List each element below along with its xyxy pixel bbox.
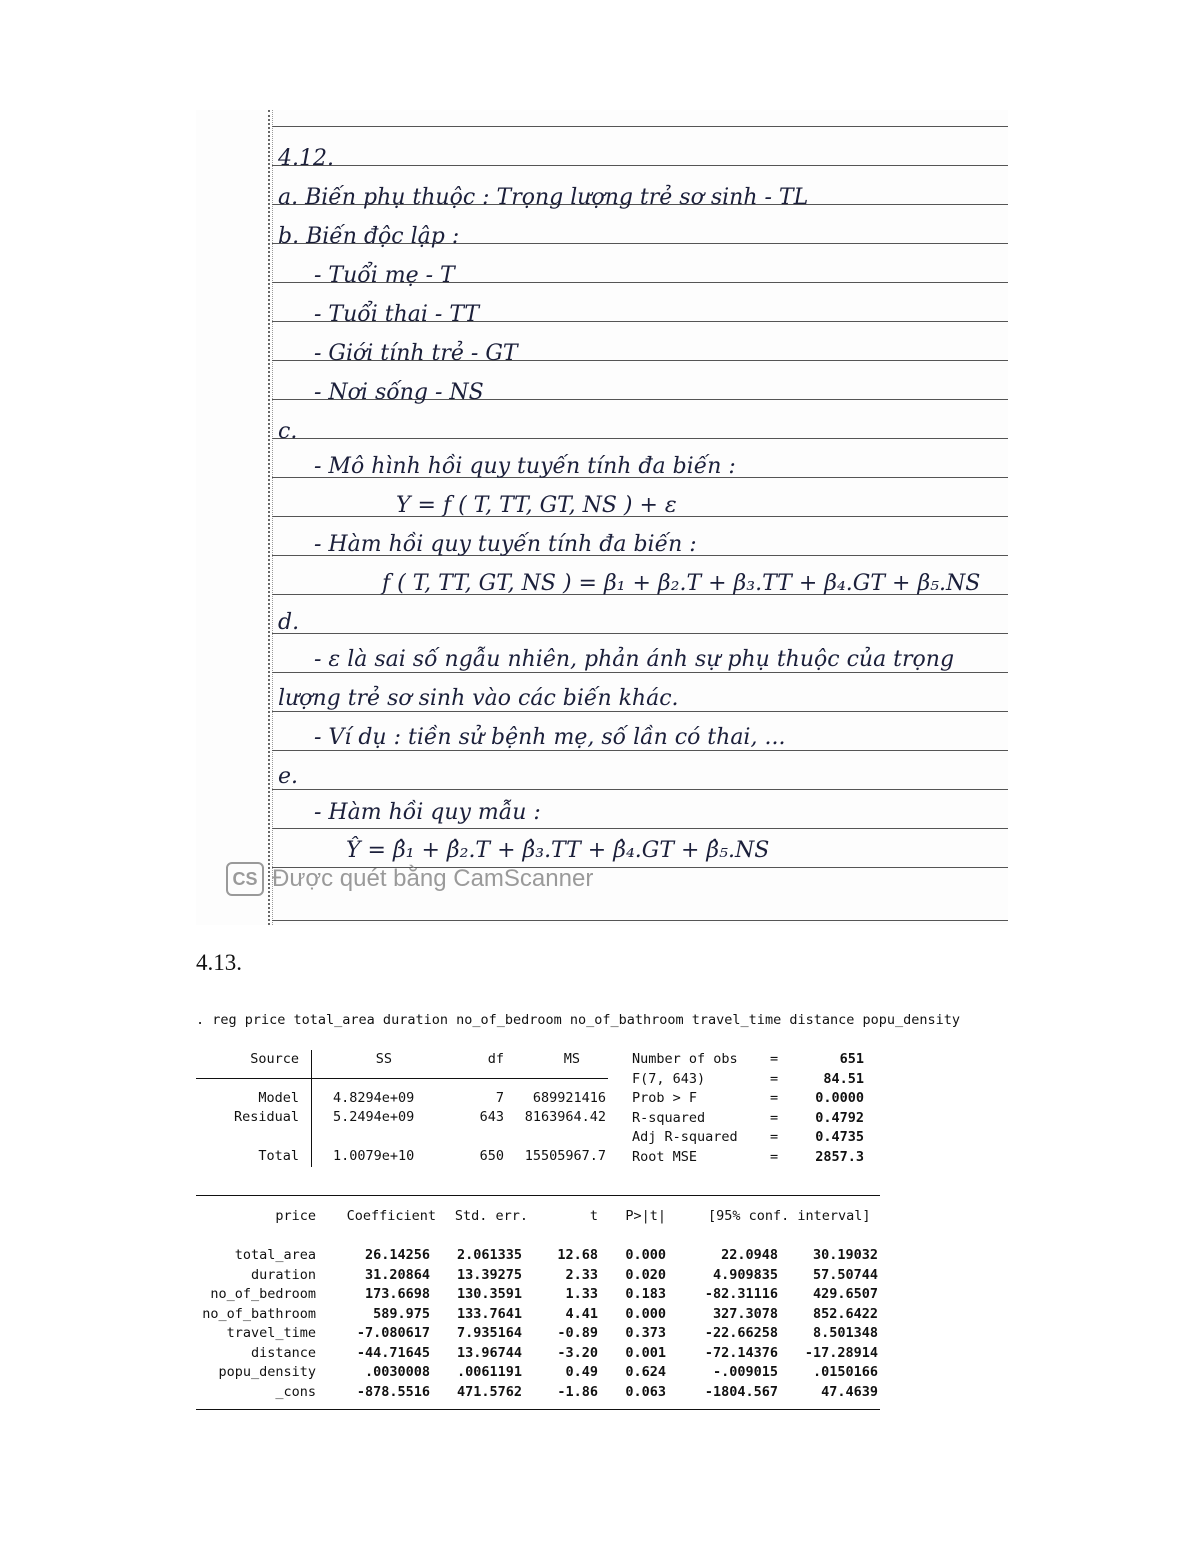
stat-label: R-squared (632, 1109, 706, 1126)
row-source: Model (258, 1090, 299, 1106)
coef-ci-high: 57.50744 (812, 1266, 878, 1283)
coef-ci-low: -22.66258 (704, 1325, 778, 1341)
coef-ci-low: -.009015 (712, 1364, 778, 1380)
stat-value: 2857.3 (815, 1148, 864, 1165)
coef-t: 0.49 (565, 1364, 598, 1380)
coef-p: 0.373 (625, 1325, 666, 1341)
stat-value: 0.0000 (815, 1090, 864, 1106)
coef-t: 2.33 (565, 1266, 598, 1283)
coef-var: distance (250, 1344, 316, 1361)
coef-ci-high: 8.501348 (812, 1325, 878, 1341)
coef-t: 1.33 (565, 1286, 598, 1302)
stat-eq: = (770, 1090, 779, 1106)
coef-t: 4.41 (565, 1305, 598, 1322)
hw-line: - Hàm hồi quy tuyến tính đa biến : (314, 532, 697, 557)
coef-var: no_of_bedroom (210, 1286, 316, 1302)
coef-ci-low: -1804.567 (704, 1383, 778, 1400)
coef-ci-high: -17.28914 (804, 1344, 878, 1361)
hw-line: 4.12. (278, 146, 334, 171)
coef-var: _cons (275, 1383, 316, 1400)
coef-top-rule (196, 1195, 880, 1196)
anova-vertical-rule (311, 1050, 312, 1167)
coef-ci-low: -72.14376 (704, 1344, 778, 1361)
hw-line: - Tuổi mẹ - T (314, 263, 455, 288)
stat-label: Adj R-squared (632, 1129, 738, 1145)
coef-var: duration (250, 1266, 316, 1283)
coef-se: .0061191 (456, 1364, 522, 1380)
coef-ci-high: 429.6507 (812, 1286, 878, 1302)
row-source: Residual (233, 1109, 299, 1125)
header-ms: MS (563, 1051, 580, 1067)
notebook-rule (272, 126, 1008, 127)
stat-eq: = (770, 1129, 779, 1145)
coef-ci-low: -82.31116 (704, 1286, 778, 1302)
coef-value: -44.71645 (356, 1344, 430, 1361)
row-source: Total (258, 1148, 299, 1164)
coef-value: 31.20864 (364, 1266, 430, 1283)
coef-ci-low: 4.909835 (712, 1266, 778, 1283)
row-df: 7 (495, 1090, 504, 1106)
coef-value: 26.14256 (364, 1247, 430, 1263)
hw-line: - Ví dụ : tiền sử bệnh mẹ, số lần có thai, ... (314, 725, 786, 750)
coef-value: -7.080617 (356, 1325, 430, 1341)
coef-se: 133.7641 (456, 1305, 522, 1322)
coef-se: 130.3591 (456, 1286, 522, 1302)
notebook-rule (272, 828, 1008, 829)
row-ss: 5.2494e+09 (333, 1109, 415, 1125)
coef-header-se: Std. err. (454, 1208, 528, 1224)
anova-header-rule (196, 1078, 608, 1079)
coef-ci-high: 30.19032 (812, 1247, 878, 1263)
coef-ci-high: 47.4639 (821, 1383, 878, 1400)
hw-line: - ε là sai số ngẫu nhiên, phản ánh sự phụ thuộc của trọng (314, 647, 955, 672)
coef-p: 0.183 (625, 1286, 666, 1302)
header-source: Source (250, 1051, 299, 1067)
coef-var: total_area (234, 1247, 316, 1263)
header-df: df (487, 1051, 504, 1067)
coef-var: no_of_bathroom (202, 1305, 316, 1322)
coef-ci-low: 327.3078 (712, 1305, 778, 1322)
coef-ci-high: 852.6422 (812, 1305, 878, 1322)
notebook-rule (272, 920, 1008, 921)
stat-label: Number of obs (632, 1051, 738, 1067)
scanned-notebook-page (196, 110, 1008, 925)
hw-line: a. Biến phụ thuộc : Trọng lượng trẻ sơ sinh - TL (278, 185, 809, 210)
row-df: 650 (479, 1148, 504, 1164)
coef-t: 12.68 (557, 1247, 598, 1263)
coef-p: 0.020 (625, 1266, 666, 1283)
stat-value: 84.51 (823, 1070, 864, 1087)
notebook-margin-line-inner (272, 110, 273, 925)
hw-line: b. Biến độc lập : (278, 224, 460, 249)
row-ms: 689921416 (532, 1090, 606, 1106)
row-ss: 4.8294e+09 (333, 1090, 415, 1106)
coef-header-coef: Coefficient (346, 1208, 436, 1224)
stat-eq: = (770, 1148, 779, 1165)
coef-p: 0.063 (625, 1383, 666, 1400)
coef-p: 0.001 (625, 1344, 666, 1361)
coef-header-ci: [95% conf. interval] (708, 1208, 871, 1224)
notebook-margin-line (268, 110, 270, 925)
coef-value: 173.6698 (364, 1286, 430, 1302)
coef-var: travel_time (226, 1325, 316, 1341)
hw-line: d. (278, 610, 300, 635)
coef-se: 13.39275 (456, 1266, 522, 1283)
hw-line: - Nơi sống - NS (314, 380, 484, 405)
coef-t: -0.89 (557, 1325, 598, 1341)
section-heading: 4.13. (196, 950, 242, 975)
hw-line: - Mô hình hồi quy tuyến tính đa biến : (314, 454, 736, 479)
hw-line: lượng trẻ sơ sinh vào các biến khác. (278, 686, 679, 711)
coef-t: -1.86 (557, 1383, 598, 1400)
coef-value: -878.5516 (356, 1383, 430, 1400)
camscanner-logo-icon: CS (226, 862, 264, 896)
stat-value: 0.4735 (815, 1129, 864, 1145)
coef-se: 13.96744 (456, 1344, 522, 1361)
coef-ci-high: .0150166 (812, 1364, 878, 1380)
stat-value: 651 (839, 1051, 864, 1067)
coef-bottom-rule (196, 1409, 880, 1410)
hw-line: - Giới tính trẻ - GT (314, 341, 518, 366)
stat-label: Prob > F (632, 1090, 698, 1106)
coef-var: popu_density (218, 1364, 316, 1380)
coef-header-t: t (589, 1208, 598, 1224)
hw-line: f ( T, TT, GT, NS ) = β₁ + β₂.T + β₃.TT + β₄.GT + β₅.NS (382, 571, 981, 596)
row-df: 643 (479, 1109, 504, 1125)
coef-se: 7.935164 (456, 1325, 522, 1341)
hw-line: - Tuổi thai - TT (314, 302, 480, 327)
hw-line: Ŷ = β̂₁ + β̂₂.T + β̂₃.TT + β̂₄.GT + β̂₅.NS (346, 838, 770, 863)
stat-value: 0.4792 (815, 1109, 864, 1126)
stat-label: Root MSE (632, 1148, 698, 1165)
stat-eq: = (770, 1109, 779, 1126)
hw-line: Y = f ( T, TT, GT, NS ) + ε (396, 493, 677, 518)
coef-se: 2.061335 (456, 1247, 522, 1263)
coef-header-var: price (275, 1208, 316, 1224)
stata-command: . reg price total_area duration no_of_bedroom no_of_bathroom travel_time distance popu_density (196, 1012, 961, 1028)
row-ms: 8163964.42 (524, 1109, 606, 1125)
coef-value: .0030008 (364, 1364, 430, 1380)
coef-value: 589.975 (373, 1305, 430, 1322)
coef-p: 0.000 (625, 1305, 666, 1322)
watermark-text: Được quét bằng CamScanner (272, 865, 594, 892)
coef-p: 0.000 (625, 1247, 666, 1263)
stat-label: F(7, 643) (632, 1070, 706, 1087)
coef-p: 0.624 (625, 1364, 666, 1380)
stat-eq: = (770, 1051, 779, 1067)
coef-se: 471.5762 (456, 1383, 522, 1400)
row-ms: 15505967.7 (524, 1148, 606, 1164)
coef-t: -3.20 (557, 1344, 598, 1361)
coef-ci-low: 22.0948 (721, 1247, 778, 1263)
camscanner-watermark (226, 862, 593, 896)
stat-eq: = (770, 1070, 779, 1087)
coef-header-p: P>|t| (625, 1208, 666, 1224)
row-ss: 1.0079e+10 (333, 1148, 415, 1164)
header-ss: SS (375, 1051, 392, 1067)
hw-line: c. (278, 419, 298, 444)
hw-line: - Hàm hồi quy mẫu : (314, 800, 541, 825)
hw-line: e. (278, 764, 299, 789)
